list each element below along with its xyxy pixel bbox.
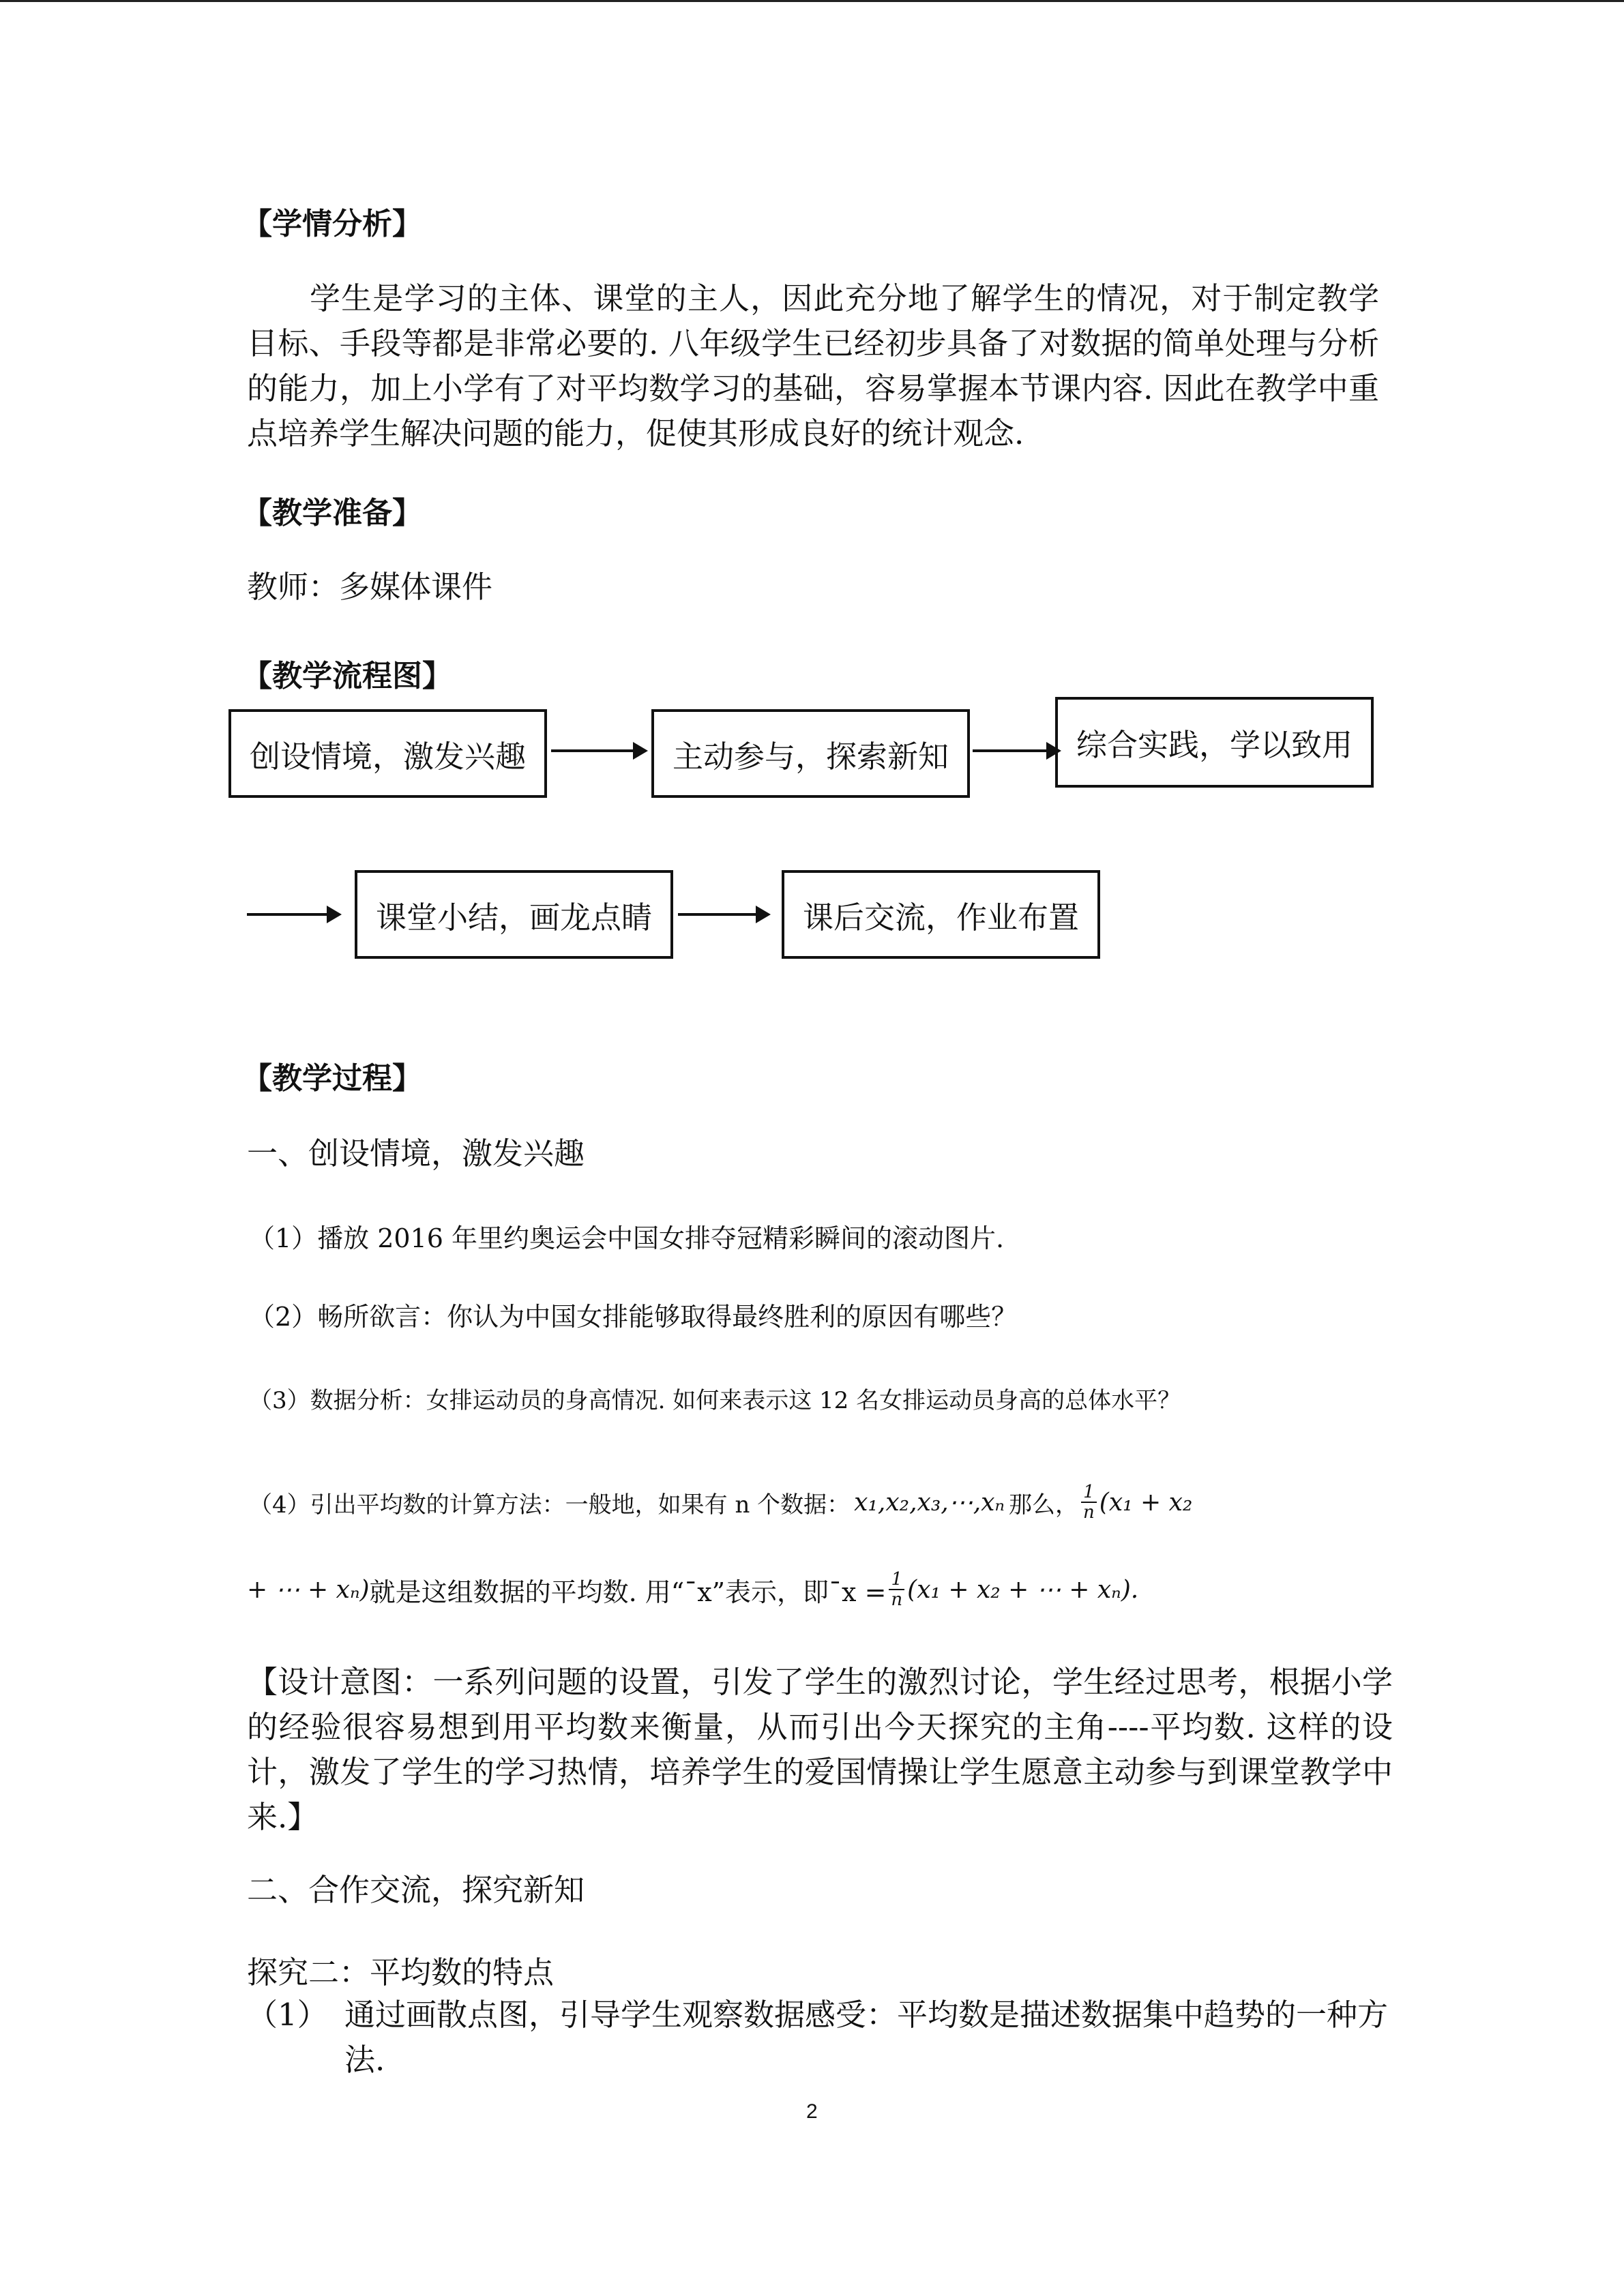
fraction-denominator: n xyxy=(1083,1502,1095,1523)
prep-text: 教师：多媒体课件 xyxy=(247,569,493,605)
item4-prefix: （4）引出平均数的计算方法：一般地，如果有 n 个数据： xyxy=(249,1491,851,1519)
fraction-denominator: n xyxy=(891,1590,903,1610)
design-intent-paragraph: 【设计意图：一系列问题的设置，引发了学生的激烈讨论，学生经过思考，根据小学的经验很容易想到用平均数来衡量，从而引出今天探究的主角----平均数. 这样的设计，激发了学生的学习热情，培养学生的爱国情操让学生愿意主动参与到课堂教学中来.】 xyxy=(247,1664,1393,1835)
analysis-paragraph: 学生是学习的主体、课堂的主人，因此充分地了解学生的情况，对于制定教学目标、手段等都是非常必要的. 八年级学生已经初步具备了对数据的简单处理与分析的能力，加上小学有了对平均数学习的基础，容易掌握本节课内容. 因此在教学中重点培养学生解决问题的能力，促使其形成良好的统计观念. xyxy=(247,280,1379,451)
item4-variables: x₁,x₂,x₃,⋯,xₙ xyxy=(854,1488,1005,1517)
part1-title: 一、创设情境，激发兴趣 xyxy=(247,1135,585,1172)
item4-fraction xyxy=(1081,1482,1097,1522)
process-item-4-line2 xyxy=(247,1566,1138,1613)
item4-then: 那么， xyxy=(1009,1491,1079,1519)
flow-step-4: 课堂小结，画龙点睛 xyxy=(355,870,673,959)
fraction-numerator: 1 xyxy=(889,1570,904,1590)
process-item-2: （2）畅所欲言：你认为中国女排能够取得最终胜利的原因有哪些？ xyxy=(249,1302,1018,1332)
flow-step-3: 综合实践，学以致用 xyxy=(1055,697,1374,788)
item4-fraction-2 xyxy=(889,1570,904,1609)
fraction-numerator: 1 xyxy=(1081,1482,1097,1503)
item4-expression-c: (x₁ + x₂ + ⋯ + xₙ). xyxy=(907,1575,1139,1604)
process-item-3: （3）数据分析：女排运动员的身高情况. 如何来表示这 12 名女排运动员身高的总体水平？ xyxy=(249,1387,1181,1414)
flow-arrow-3 xyxy=(247,913,339,916)
explore2-title: 探究二：平均数的特点 xyxy=(247,1954,555,1991)
part2-title: 二、合作交流，探究新知 xyxy=(247,1872,585,1908)
flowchart-title: 【教学流程图】 xyxy=(242,659,452,694)
process-heading: 【教学过程】 xyxy=(242,1061,422,1096)
analysis-heading: 【学情分析】 xyxy=(242,207,422,241)
page-number: 2 xyxy=(806,2100,818,2123)
explore2-item-1: 通过画散点图，引导学生观察数据感受：平均数是描述数据集中趋势的一种方法. xyxy=(344,1997,1389,2078)
page-top-border xyxy=(0,0,1624,2)
item4-text-b: 就是这组数据的平均数. 用“¯x”表示，即¯x = xyxy=(369,1577,887,1607)
process-item-1: （1）播放 2016 年里约奥运会中国女排夺冠精彩瞬间的滚动图片. xyxy=(249,1223,1005,1253)
process-item-4-line1 xyxy=(249,1478,1192,1526)
flow-arrow-4 xyxy=(678,913,768,916)
flow-step-5: 课后交流，作业布置 xyxy=(782,870,1100,959)
item4-expression-a: (x₁ + x₂ xyxy=(1099,1488,1193,1517)
prep-heading: 【教学准备】 xyxy=(242,496,422,531)
item4-expression-b: + ⋯ + xₙ) xyxy=(247,1575,370,1604)
flow-step-1: 创设情境，激发兴趣 xyxy=(228,709,547,798)
flow-arrow-1 xyxy=(551,749,645,752)
flow-step-2: 主动参与，探索新知 xyxy=(651,709,970,798)
flow-arrow-2 xyxy=(973,749,1059,752)
explore2-item-number: （1） xyxy=(247,1997,328,2033)
